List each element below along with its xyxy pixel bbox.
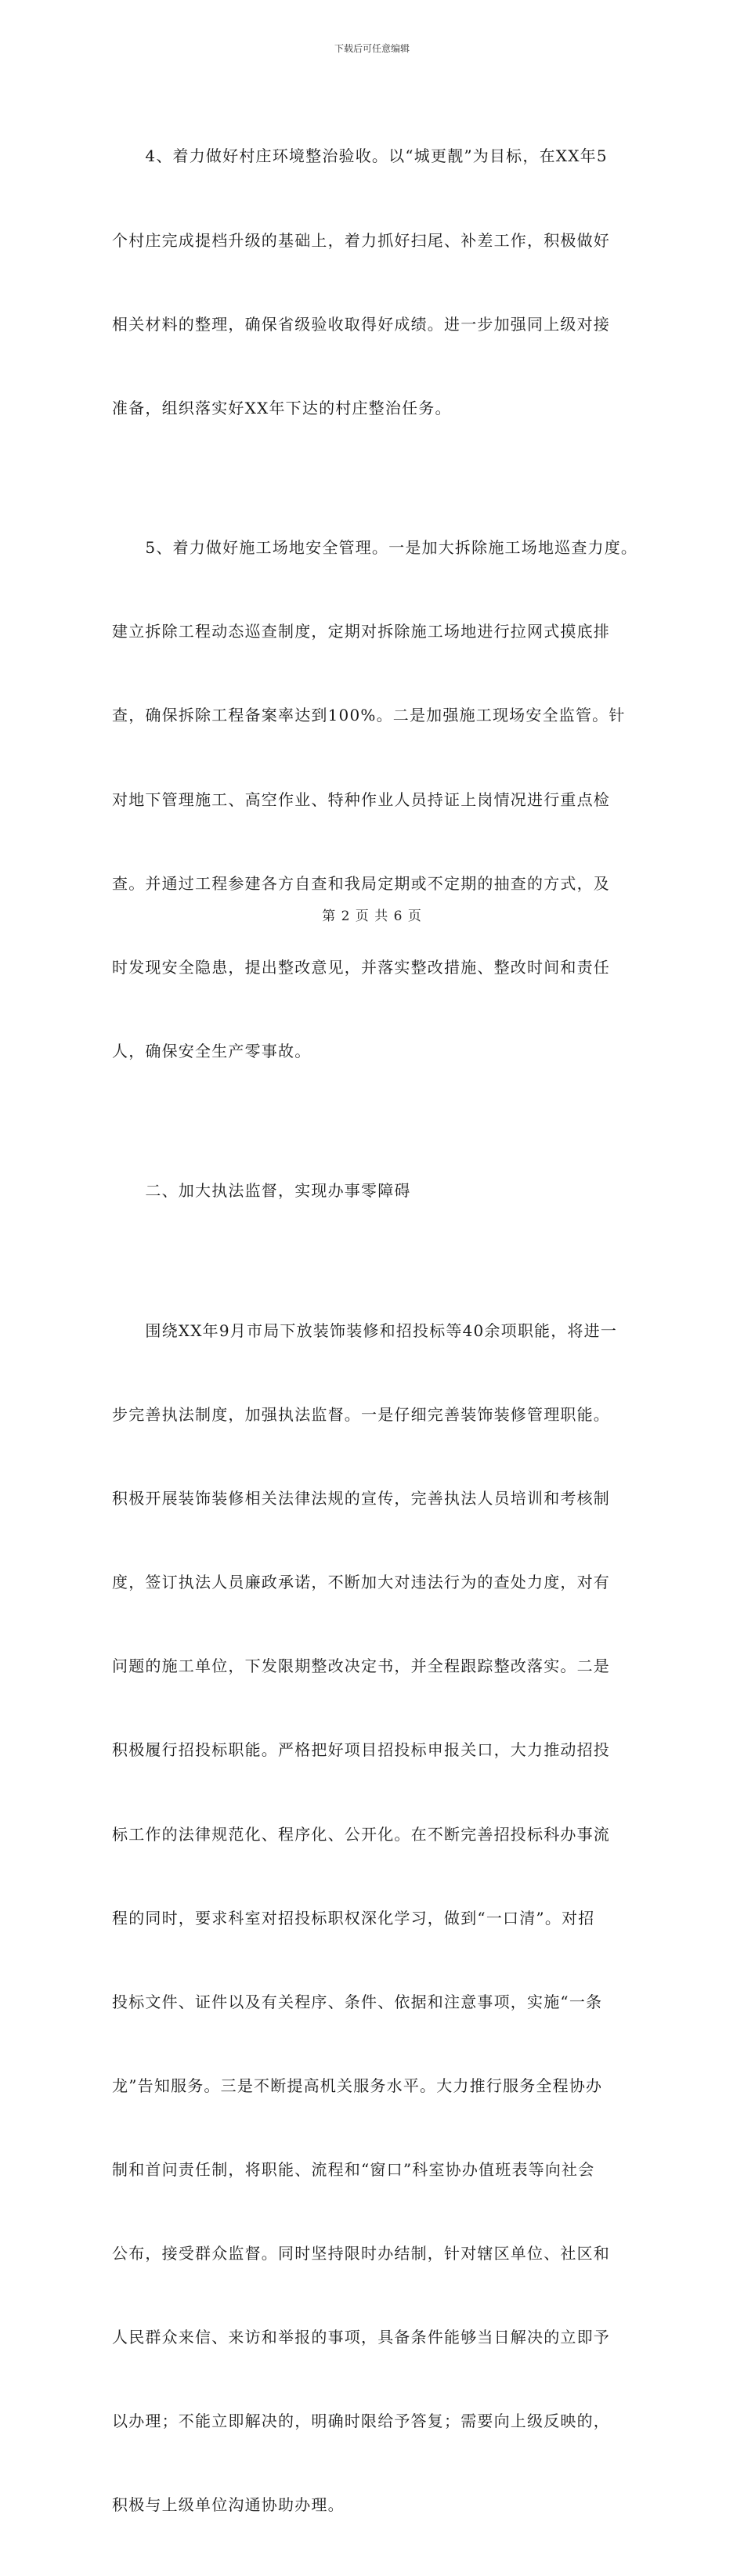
page-header-note: 下载后可任意编辑: [334, 43, 410, 54]
text-line: 制和首问责任制，将职能、流程和“窗口”科室协办值班表等向社会: [112, 2160, 595, 2180]
paragraph-village-renovation: [112, 87, 638, 479]
text-line: 公布，接受群众监督。同时坚持限时办结制，针对辖区单位、社区和: [112, 2244, 610, 2263]
text-line: 查，确保拆除工程备案率达到100%。二是加强施工现场安全监管。针: [112, 706, 626, 725]
text-line: 4、着力做好村庄环境整治验收。以“城更靓”为目标，在XX年5: [112, 146, 608, 166]
text-line: 建立拆除工程动态巡查制度，定期对拆除施工场地进行拉网式摸底排: [112, 622, 610, 641]
text-line: 准备，组织落实好XX年下达的村庄整治任务。: [112, 398, 452, 417]
text-line: 积极开展装饰装修相关法律法规的宣传，完善执法人员培训和考核制: [112, 1489, 610, 1508]
text-line: 相关材料的整理，确保省级验收取得好成绩。进一步加强同上级对接: [112, 314, 610, 334]
text-line: 积极履行招投标职能。严格把好项目招投标申报关口，大力推动招投: [112, 1740, 610, 1760]
text-line: 度，签订执法人员廉政承诺，不断加大对违法行为的查处力度，对有: [112, 1573, 610, 1592]
document-body: [112, 87, 638, 2576]
text-line: 投标文件、证件以及有关程序、条件、依据和注意事项，实施“一条: [112, 1992, 603, 2011]
text-line: 对地下管理施工、高空作业、特种作业人员持证上岗情况进行重点检: [112, 789, 610, 809]
text-line: 时发现安全隐患，提出整改意见，并落实整改措施、整改时间和责任: [112, 957, 610, 977]
page-number-footer: 第 2 页 共 6 页: [322, 909, 422, 924]
text-line: 标工作的法律规范化、程序化、公开化。在不断完善招投标科办事流: [112, 1824, 610, 1844]
text-line: 步完善执法制度，加强执法监督。一是仔细完善装饰装修管理职能。: [112, 1405, 610, 1425]
section-heading: [112, 1122, 638, 1262]
text-line: 积极与上级单位沟通协助办理。: [112, 2495, 345, 2515]
text-line: 问题的施工单位，下发限期整改决定书，并全程跟踪整改落实。二是: [112, 1657, 610, 1676]
text-line: 程的同时，要求科室对招投标职权深化学习，做到“一口清”。对招: [112, 1908, 595, 1927]
text-line: 二、加大执法监督，实现办事零障碍: [112, 1181, 411, 1201]
text-line: 围绕XX年9月市局下放装饰装修和招投标等40余项职能，将进一: [112, 1321, 618, 1340]
text-line: 人，确保安全生产零事故。: [112, 1041, 312, 1060]
text-line: 查。并通过工程参建各方自查和我局定期或不定期的抽查的方式，及: [112, 873, 610, 893]
text-line: 个村庄完成提档升级的基础上，着力抓好扫尾、补差工作，积极做好: [112, 230, 610, 250]
text-line: 龙”告知服务。三是不断提高机关服务水平。大力推行服务全程协办: [112, 2076, 603, 2095]
text-line: 以办理；不能立即解决的，明确时限给予答复；需要向上级反映的，: [112, 2412, 610, 2431]
paragraph-site-safety: [112, 479, 638, 1122]
text-line: 人民群众来信、来访和举报的事项，具备条件能够当日解决的立即予: [112, 2328, 610, 2347]
text-line: 5、着力做好施工场地安全管理。一是加大拆除施工场地巡查力度。: [112, 538, 638, 558]
paragraph-law-enforcement: [112, 1262, 638, 2576]
